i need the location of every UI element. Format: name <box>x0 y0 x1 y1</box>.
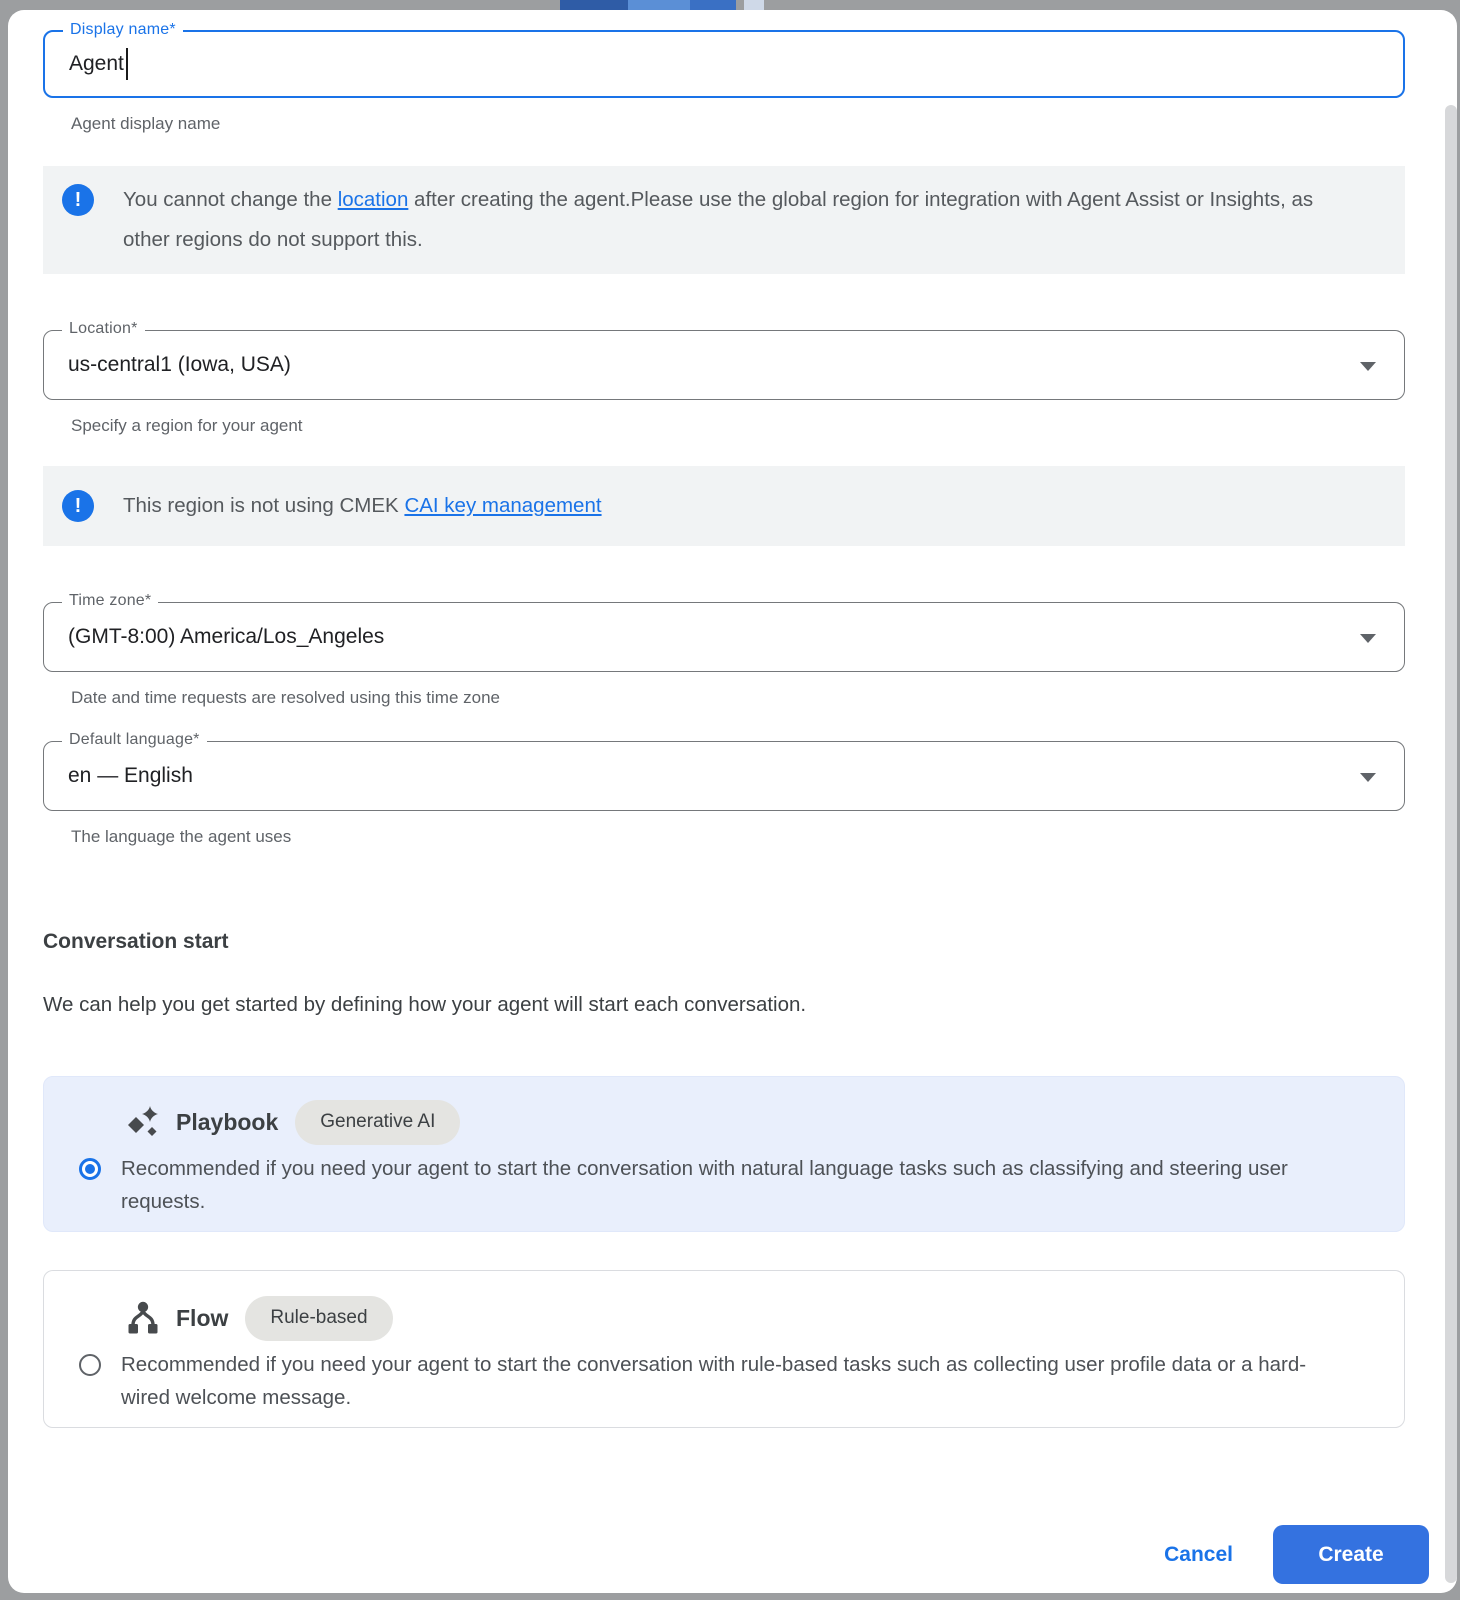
scrollbar-thumb[interactable] <box>1445 105 1457 1583</box>
banner-text-segment: after creating the agent.Please use the global region for integration with Agent Assist or Insights, as other regions do not support this. <box>123 188 1314 251</box>
flow-badge: Rule-based <box>245 1296 392 1341</box>
chevron-down-icon <box>1360 634 1376 643</box>
text-cursor <box>126 48 128 80</box>
time-zone-value: (GMT-8:00) America/Los_Angeles <box>68 625 385 648</box>
location-value: us-central1 (Iowa, USA) <box>68 353 291 376</box>
display-name-value: Agent <box>69 52 124 75</box>
conversation-start-heading: Conversation start <box>43 930 229 953</box>
location-warning-text <box>123 180 1343 260</box>
flow-description: Recommended if you need your agent to start the conversation with rule-based tasks such as collecting user profile data or a hard-wired welcome message. <box>121 1353 1307 1409</box>
flow-radio[interactable] <box>79 1354 101 1376</box>
location-warning-banner <box>43 166 1405 274</box>
create-button[interactable]: Create <box>1273 1525 1429 1584</box>
location-label: Location* <box>62 320 145 338</box>
chevron-down-icon <box>1360 362 1376 371</box>
time-zone-helper: Date and time requests are resolved using this time zone <box>71 688 501 707</box>
location-select[interactable] <box>43 320 1405 400</box>
option-flow[interactable] <box>43 1270 1405 1428</box>
flow-icon <box>125 1300 161 1336</box>
location-link[interactable]: location <box>337 188 409 211</box>
cmek-info-banner <box>43 466 1405 546</box>
chevron-down-icon <box>1360 773 1376 782</box>
time-zone-select[interactable] <box>43 592 1405 672</box>
display-name-label: Display name* <box>63 21 183 39</box>
playbook-header <box>125 1099 1374 1145</box>
default-language-label: Default language* <box>62 731 207 749</box>
info-icon: ! <box>62 184 94 216</box>
info-icon: ! <box>62 490 94 522</box>
location-helper: Specify a region for your agent <box>71 416 303 435</box>
playbook-radio[interactable] <box>79 1158 101 1180</box>
display-name-helper: Agent display name <box>71 114 221 133</box>
time-zone-label: Time zone* <box>62 592 158 610</box>
cancel-button[interactable]: Cancel <box>1152 1535 1245 1575</box>
create-agent-dialog <box>8 10 1457 1593</box>
banner-text-segment: This region is not using CMEK <box>123 494 405 517</box>
conversation-start-intro: We can help you get started by defining how your agent will start each conversation. <box>43 993 807 1016</box>
sparkle-icon <box>125 1104 161 1140</box>
default-language-helper: The language the agent uses <box>71 827 292 846</box>
playbook-description: Recommended if you need your agent to start the conversation with natural language tasks such as classifying and steering user requests. <box>121 1157 1288 1213</box>
playbook-title: Playbook <box>176 1108 279 1135</box>
banner-text-segment: You cannot change the <box>123 188 338 211</box>
flow-header <box>125 1295 1374 1341</box>
option-playbook[interactable] <box>43 1076 1405 1232</box>
flow-title: Flow <box>176 1304 229 1331</box>
dialog-footer <box>8 1525 1457 1584</box>
playbook-badge: Generative AI <box>295 1100 460 1145</box>
cmek-info-text <box>123 486 602 526</box>
display-name-input[interactable] <box>43 21 1405 98</box>
default-language-value: en — English <box>68 764 193 787</box>
default-language-select[interactable] <box>43 731 1405 811</box>
cai-key-management-link[interactable]: CAI key management <box>404 494 602 517</box>
